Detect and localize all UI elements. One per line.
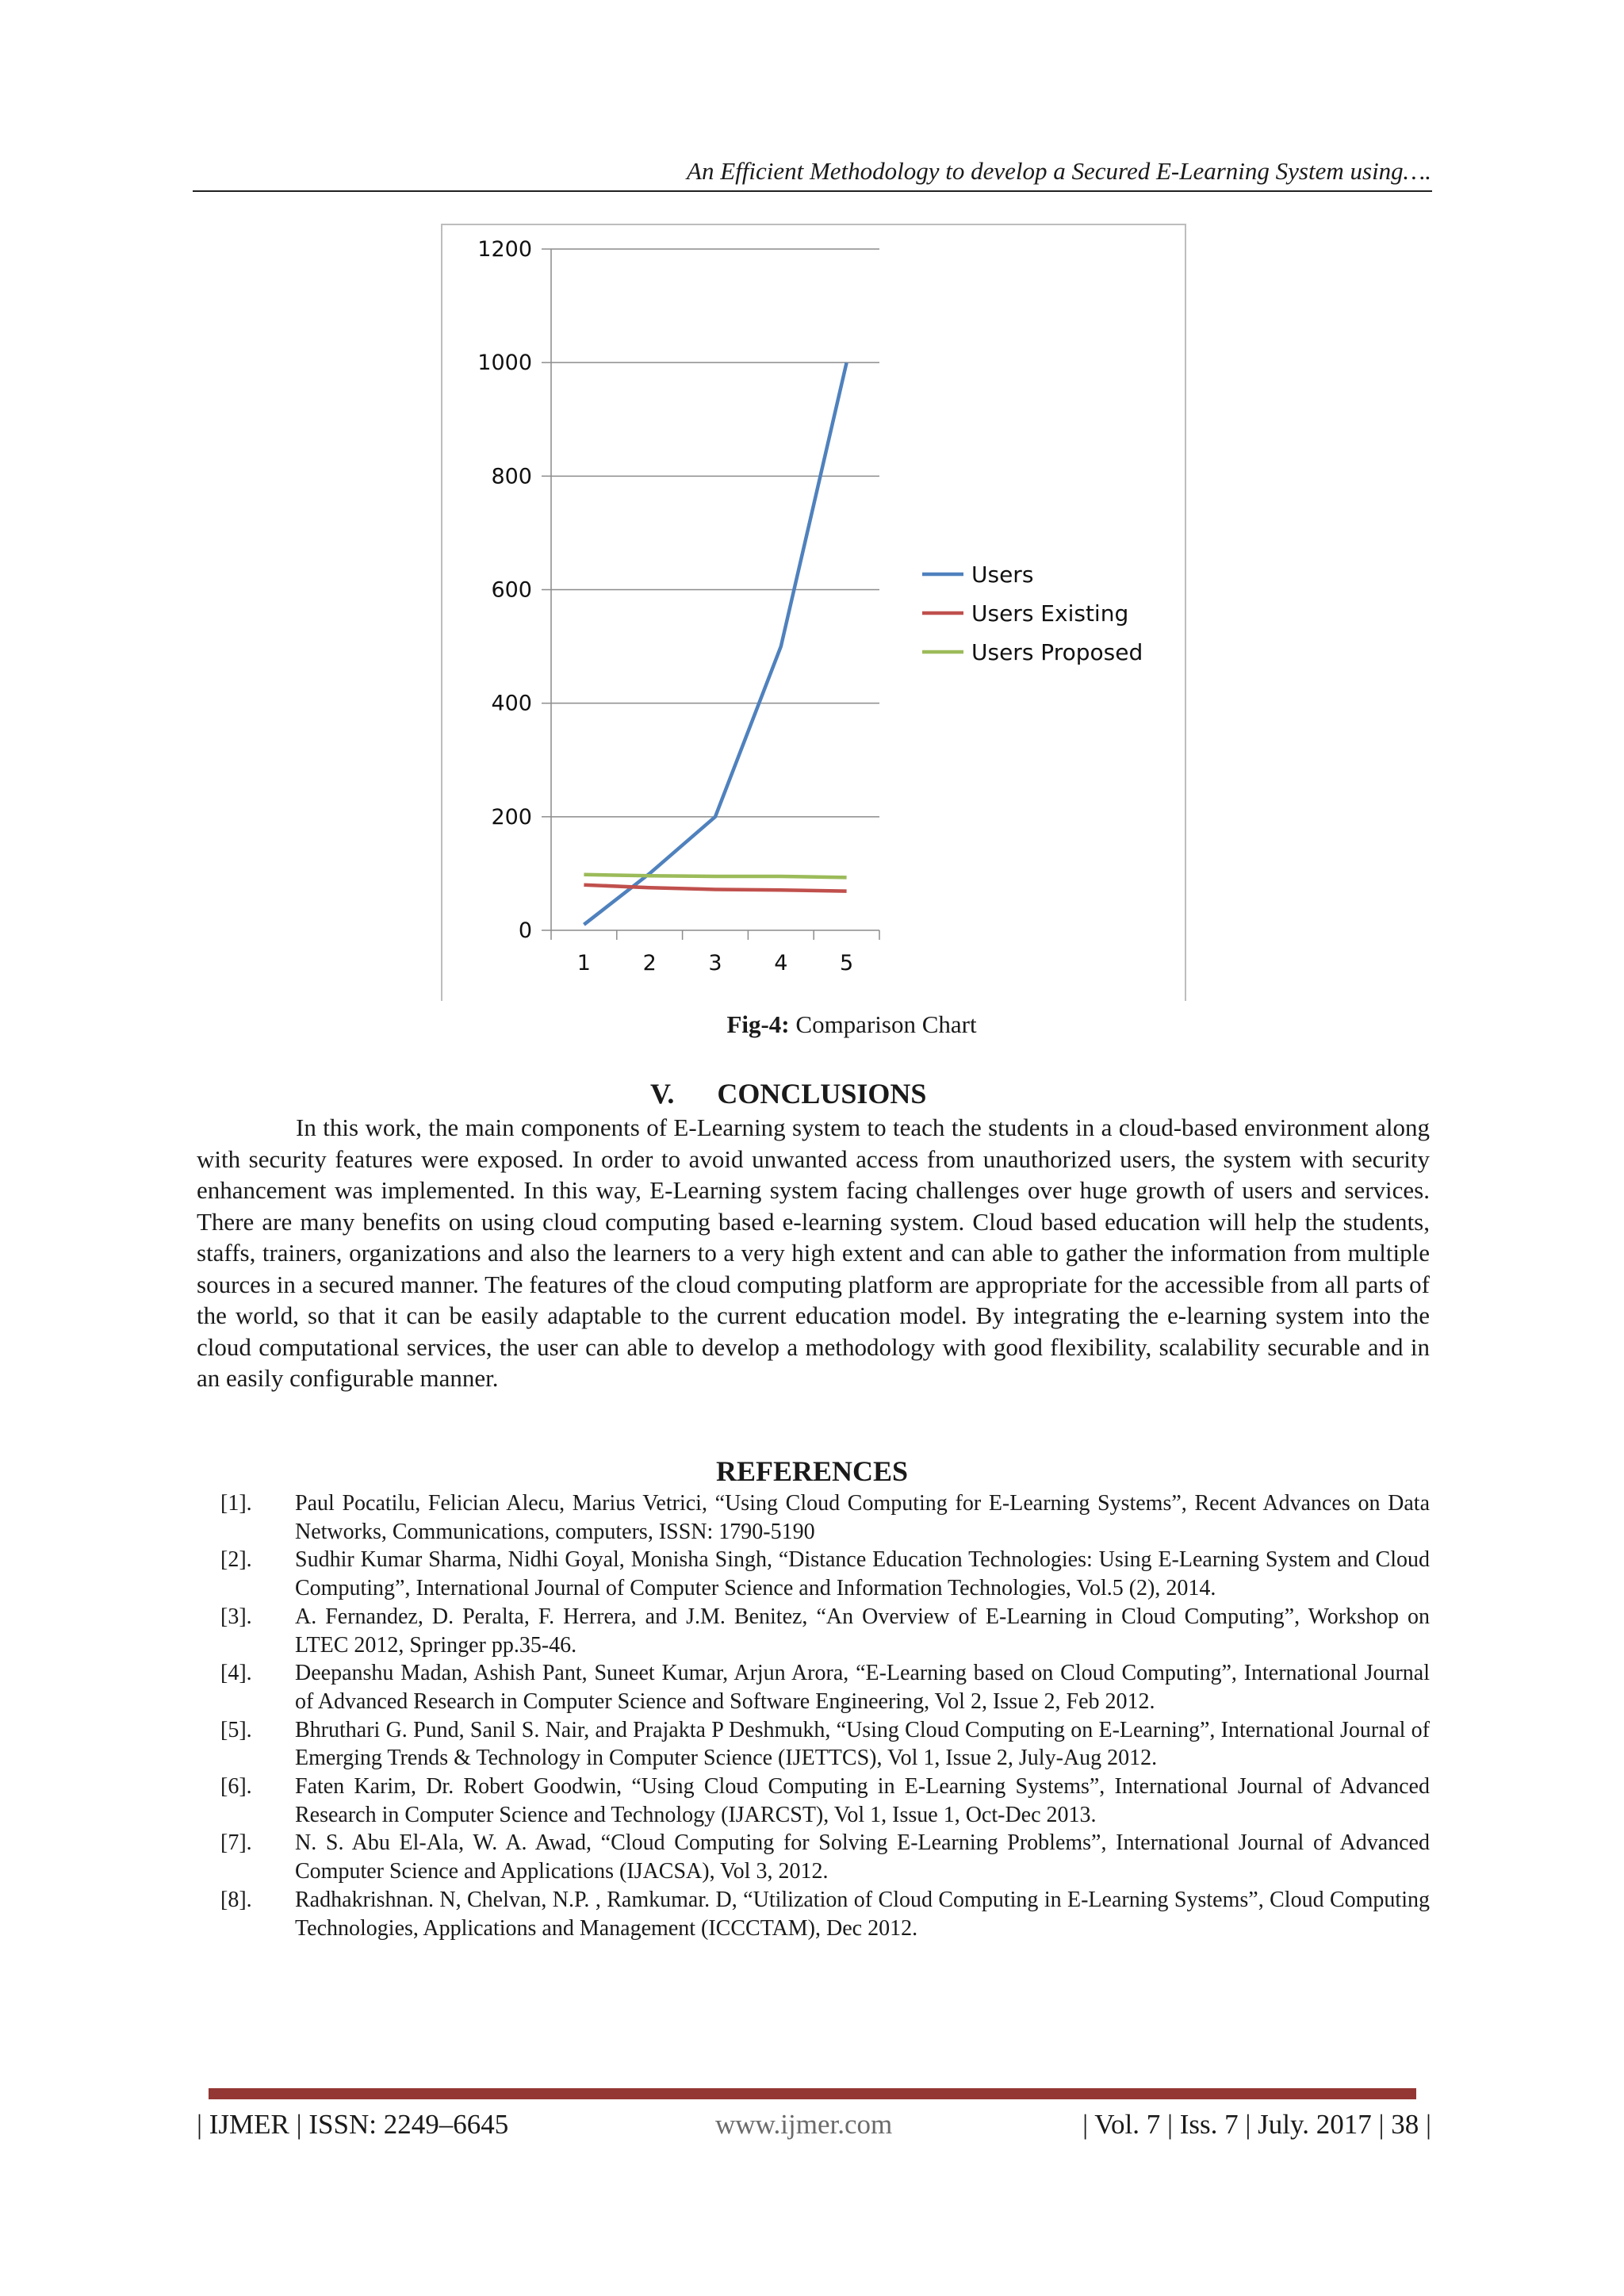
conclusions-heading-text: CONCLUSIONS [717, 1078, 927, 1110]
reference-item [220, 1489, 1430, 1546]
legend-label: Users Existing [971, 600, 1129, 627]
reference-item [220, 1886, 1430, 1942]
page-footer [197, 2106, 1431, 2143]
reference-number: [8]. [220, 1887, 252, 1912]
reference-number: [6]. [220, 1774, 252, 1800]
header-rule [193, 190, 1432, 192]
footer-rule [209, 2088, 1416, 2099]
references-heading: REFERENCES [715, 1455, 909, 1487]
reference-number: [7]. [220, 1830, 252, 1856]
x-tick-label: 4 [774, 951, 788, 976]
y-tick-label: 600 [491, 577, 532, 603]
footer-journal-info: | IJMER | ISSN: 2249–6645 [197, 2109, 509, 2140]
reference-item [220, 1603, 1430, 1659]
y-tick-label: 0 [518, 918, 532, 943]
x-tick-label: 1 [576, 951, 591, 976]
comparison-chart [441, 224, 1186, 1001]
footer-volume-page: | Vol. 7 | Iss. 7 | July. 2017 | 38 | [1082, 2109, 1431, 2140]
reference-text: Sudhir Kumar Sharma, Nidhi Goyal, Monisha Singh, “Distance Education Technologies: Using E-Learning System and Cloud Computing”, International Journal of Computer Science and Information Technologies, Vol.5 (2), 2014. [295, 1547, 1430, 1601]
reference-text: N. S. Abu El-Ala, W. A. Awad, “Cloud Computing for Solving E-Learning Problems”, International Journal of Advanced Computer Science and Applications (IJACSA), Vol 3, 2012. [295, 1830, 1430, 1884]
x-tick-label: 2 [642, 951, 657, 976]
legend-label: Users [971, 562, 1034, 588]
y-tick-label: 200 [491, 804, 532, 830]
conclusions-paragraph: In this work, the main components of E-Learning system to teach the students in a cloud-based environment along with security features were exposed. In order to avoid unwanted access from unauthorized users, the system with security enhancement was implemented. In this way, E-Learning system facing challenges over huge growth of users and services. There are many benefits on using cloud computing based e-learning system. Cloud based education will help the students, staffs, trainers, organizations and also the learners to a very high extent and can able to gather the information from multiple sources in a secured manner. The features of the cloud computing platform are appropriate for the accessible from all parts of the world, so that it can be easily adaptable to the current education model. By integrating the e-learning system into the cloud computational services, the user can able to develop a methodology with good flexibility, scalability securable and in an easily configurable manner. [197, 1114, 1430, 1392]
figure-caption-label: Fig-4: [726, 1010, 790, 1038]
reference-text: Paul Pocatilu, Felician Alecu, Marius Vetrici, “Using Cloud Computing for E-Learning Systems”, Recent Advances on Data Networks, Communications, computers, ISSN: 1790-5190 [295, 1491, 1430, 1544]
reference-number: [4]. [220, 1661, 252, 1686]
reference-text: Bhruthari G. Pund, Sanil S. Nair, and Prajakta P Deshmukh, “Using Cloud Computing on E-Learning”, International Journal of Emerging Trends & Technology in Computer Science (IJETTCS), Vol 1, Issue 2, July-Aug 2012. [295, 1717, 1430, 1771]
y-tick-label: 1200 [477, 237, 532, 262]
y-tick-label: 400 [491, 691, 532, 716]
reference-item [220, 1773, 1430, 1829]
reference-text: A. Fernandez, D. Peralta, F. Herrera, and J.M. Benitez, “An Overview of E-Learning in Cloud Computing”, Workshop on LTEC 2012, Springer pp.35-46. [295, 1604, 1430, 1658]
references-list [220, 1489, 1430, 1942]
reference-number: [3]. [220, 1604, 252, 1629]
chart-svg [441, 224, 1186, 1001]
reference-item [220, 1546, 1430, 1602]
x-tick-label: 5 [840, 951, 854, 976]
reference-number: [1]. [220, 1491, 252, 1516]
series-line-users-proposed [584, 875, 846, 878]
footer-website-link[interactable]: www.ijmer.com [715, 2109, 893, 2140]
reference-item [220, 1716, 1430, 1773]
reference-item [220, 1829, 1430, 1885]
reference-text: Faten Karim, Dr. Robert Goodwin, “Using Cloud Computing in E-Learning Systems”, International Journal of Advanced Research in Computer Science and Technology (IJARCST), Vol 1, Issue 1, Oct-Dec 2013. [295, 1774, 1430, 1827]
reference-number: [5]. [220, 1717, 252, 1742]
reference-item [220, 1659, 1430, 1715]
running-header: An Efficient Methodology to develop a Secured E-Learning System using…. [687, 157, 1431, 185]
figure-caption [0, 1010, 1624, 1039]
x-tick-label: 3 [708, 951, 722, 976]
figure-caption-text: Comparison Chart [789, 1010, 977, 1038]
reference-number: [2]. [220, 1547, 252, 1573]
reference-text: Radhakrishnan. N, Chelvan, N.P. , Ramkumar. D, “Utilization of Cloud Computing in E-Learning Systems”, Cloud Computing Technologies, Applications and Management (ICCCTAM), Dec 2012. [295, 1887, 1430, 1941]
conclusions-heading-number: V. [650, 1078, 675, 1110]
y-tick-label: 1000 [477, 351, 532, 376]
y-tick-label: 800 [491, 464, 532, 489]
legend-label: Users Proposed [971, 639, 1143, 665]
reference-text: Deepanshu Madan, Ashish Pant, Suneet Kumar, Arjun Arora, “E-Learning based on Cloud Computing”, International Journal of Advanced Research in Computer Science and Software Engineering, Vol 2, Issue 2, Feb 2012. [295, 1661, 1430, 1714]
conclusions-heading [650, 1077, 926, 1110]
